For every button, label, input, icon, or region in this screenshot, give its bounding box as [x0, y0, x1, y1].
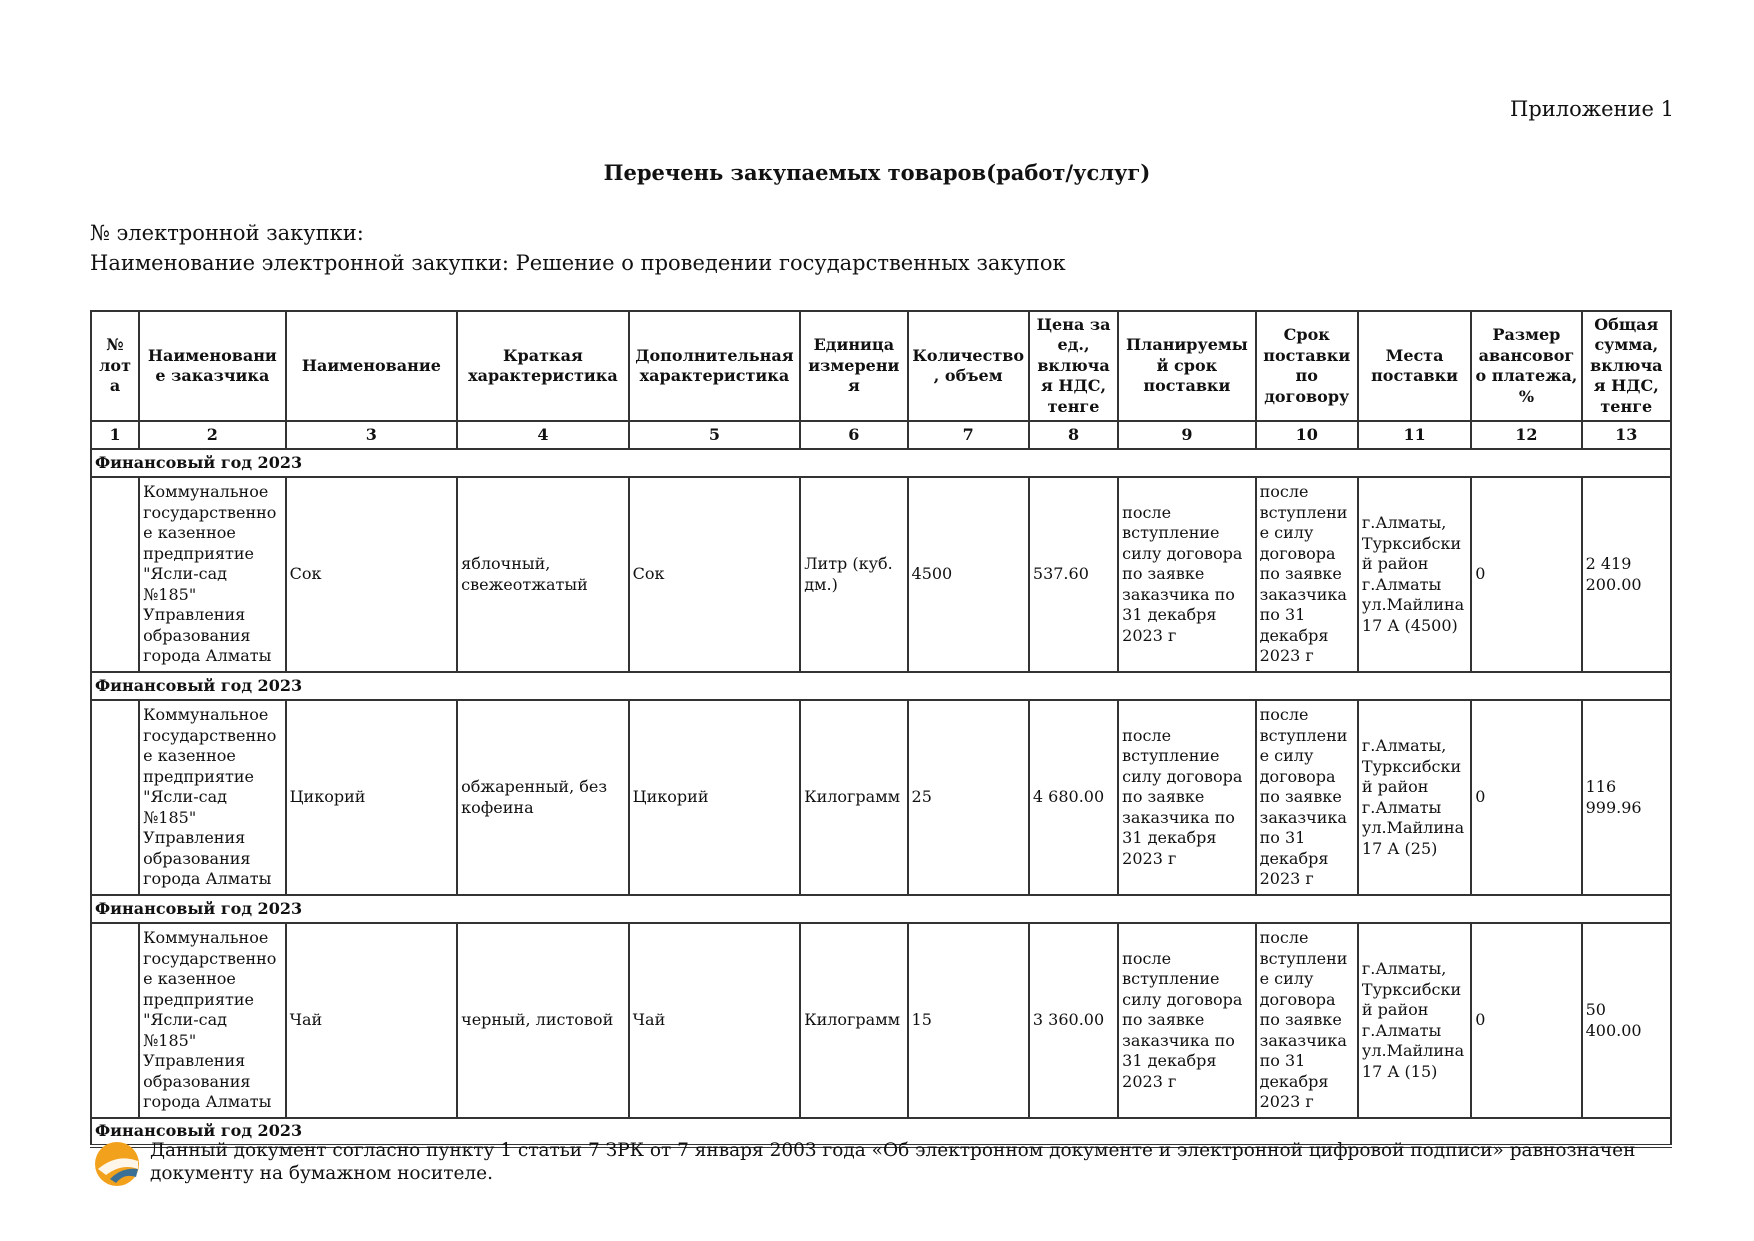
- header-qty: Количество, объем: [908, 311, 1029, 421]
- legal-notice: Данный документ согласно пункту 1 статьи 7 ЗРК от 7 января 2003 года «Об электронном документе и электронной цифровой подписи» равнозначен документу на бумажном носителе.: [150, 1140, 1636, 1184]
- cell-customer: Коммунальное государственное казенное предприятие "Ясли-сад №185" Управления образования города Алматы: [139, 700, 285, 895]
- cell-extra: Цикорий: [629, 700, 801, 895]
- cell-extra: Чай: [629, 923, 801, 1118]
- header-total: Общая сумма, включая НДС, тенге: [1582, 311, 1671, 421]
- procurement-name-line: Наименование электронной закупки: Решение о проведении государственных закупок: [90, 251, 1066, 275]
- header-planned: Планируемый срок поставки: [1118, 311, 1255, 421]
- cell-unit: Килограмм: [800, 923, 907, 1118]
- column-number: 13: [1582, 421, 1671, 449]
- table-row: [91, 923, 1671, 1118]
- header-unit: Единица измерения: [800, 311, 907, 421]
- egov-seal-icon: [92, 1139, 142, 1189]
- goods-table: [90, 310, 1672, 1148]
- cell-unit: Килограмм: [800, 700, 907, 895]
- cell-name: Чай: [286, 923, 458, 1118]
- cell-place: г.Алматы, Турксибский район г.Алматы ул.Майлина 17 А (25): [1358, 700, 1471, 895]
- cell-short: обжаренный, без кофеина: [457, 700, 629, 895]
- cell-qty: 4500: [908, 477, 1029, 672]
- cell-short: яблочный, свежеотжатый: [457, 477, 629, 672]
- cell-advance: 0: [1471, 700, 1581, 895]
- header-row: [91, 311, 1671, 421]
- fiscal-year-label: Финансовый год 2023: [91, 449, 1671, 477]
- header-extra: Дополнительная характеристика: [629, 311, 801, 421]
- column-number: 1: [91, 421, 139, 449]
- cell-price: 537.60: [1029, 477, 1118, 672]
- fiscal-year-row: [91, 672, 1671, 700]
- column-number: 5: [629, 421, 801, 449]
- cell-customer: Коммунальное государственное казенное предприятие "Ясли-сад №185" Управления образования города Алматы: [139, 923, 285, 1118]
- cell-contract: после вступление силу договора по заявке заказчика по 31 декабря 2023 г: [1256, 923, 1358, 1118]
- header-short: Краткая характеристика: [457, 311, 629, 421]
- header-place: Места поставки: [1358, 311, 1471, 421]
- column-number: 11: [1358, 421, 1471, 449]
- cell-total: 2 419 200.00: [1582, 477, 1671, 672]
- header-contract: Срок поставки по договору: [1256, 311, 1358, 421]
- cell-lot: [91, 923, 139, 1118]
- cell-qty: 15: [908, 923, 1029, 1118]
- cell-extra: Сок: [629, 477, 801, 672]
- header-lot: № лота: [91, 311, 139, 421]
- column-number: 9: [1118, 421, 1255, 449]
- header-name: Наименование: [286, 311, 458, 421]
- cell-total: 50 400.00: [1582, 923, 1671, 1118]
- cell-planned: после вступление силу договора по заявке заказчика по 31 декабря 2023 г: [1118, 477, 1255, 672]
- cell-contract: после вступление силу договора по заявке заказчика по 31 декабря 2023 г: [1256, 700, 1358, 895]
- cell-advance: 0: [1471, 923, 1581, 1118]
- cell-advance: 0: [1471, 477, 1581, 672]
- cell-place: г.Алматы, Турксибский район г.Алматы ул.Майлина 17 А (15): [1358, 923, 1471, 1118]
- fiscal-year-row: [91, 449, 1671, 477]
- appendix-label: Приложение 1: [1510, 97, 1674, 121]
- cell-planned: после вступление силу договора по заявке заказчика по 31 декабря 2023 г: [1118, 700, 1255, 895]
- fiscal-year-label: Финансовый год 2023: [91, 895, 1671, 923]
- column-number: 8: [1029, 421, 1118, 449]
- cell-name: Сок: [286, 477, 458, 672]
- cell-lot: [91, 700, 139, 895]
- column-number: 7: [908, 421, 1029, 449]
- cell-price: 3 360.00: [1029, 923, 1118, 1118]
- header-price: Цена за ед., включая НДС, тенге: [1029, 311, 1118, 421]
- fiscal-year-label: Финансовый год 2023: [91, 1118, 1671, 1146]
- fiscal-year-label: Финансовый год 2023: [91, 672, 1671, 700]
- cell-contract: после вступление силу договора по заявке заказчика по 31 декабря 2023 г: [1256, 477, 1358, 672]
- header-advance: Размер авансового платежа, %: [1471, 311, 1581, 421]
- column-number: 6: [800, 421, 907, 449]
- cell-unit: Литр (куб. дм.): [800, 477, 907, 672]
- cell-place: г.Алматы, Турксибский район г.Алматы ул.Майлина 17 А (4500): [1358, 477, 1471, 672]
- table-row: [91, 700, 1671, 895]
- table-row: [91, 477, 1671, 672]
- cell-planned: после вступление силу договора по заявке заказчика по 31 декабря 2023 г: [1118, 923, 1255, 1118]
- fiscal-year-row: [91, 895, 1671, 923]
- cell-total: 116 999.96: [1582, 700, 1671, 895]
- cell-lot: [91, 477, 139, 672]
- cell-qty: 25: [908, 700, 1029, 895]
- column-number-row: [91, 421, 1671, 449]
- cell-customer: Коммунальное государственное казенное предприятие "Ясли-сад №185" Управления образования города Алматы: [139, 477, 285, 672]
- cell-short: черный, листовой: [457, 923, 629, 1118]
- cell-name: Цикорий: [286, 700, 458, 895]
- column-number: 2: [139, 421, 285, 449]
- column-number: 10: [1256, 421, 1358, 449]
- column-number: 4: [457, 421, 629, 449]
- header-customer: Наименование заказчика: [139, 311, 285, 421]
- procurement-number-label: № электронной закупки:: [90, 221, 364, 245]
- cell-price: 4 680.00: [1029, 700, 1118, 895]
- document-title: Перечень закупаемых товаров(работ/услуг): [603, 160, 1151, 185]
- column-number: 3: [286, 421, 458, 449]
- column-number: 12: [1471, 421, 1581, 449]
